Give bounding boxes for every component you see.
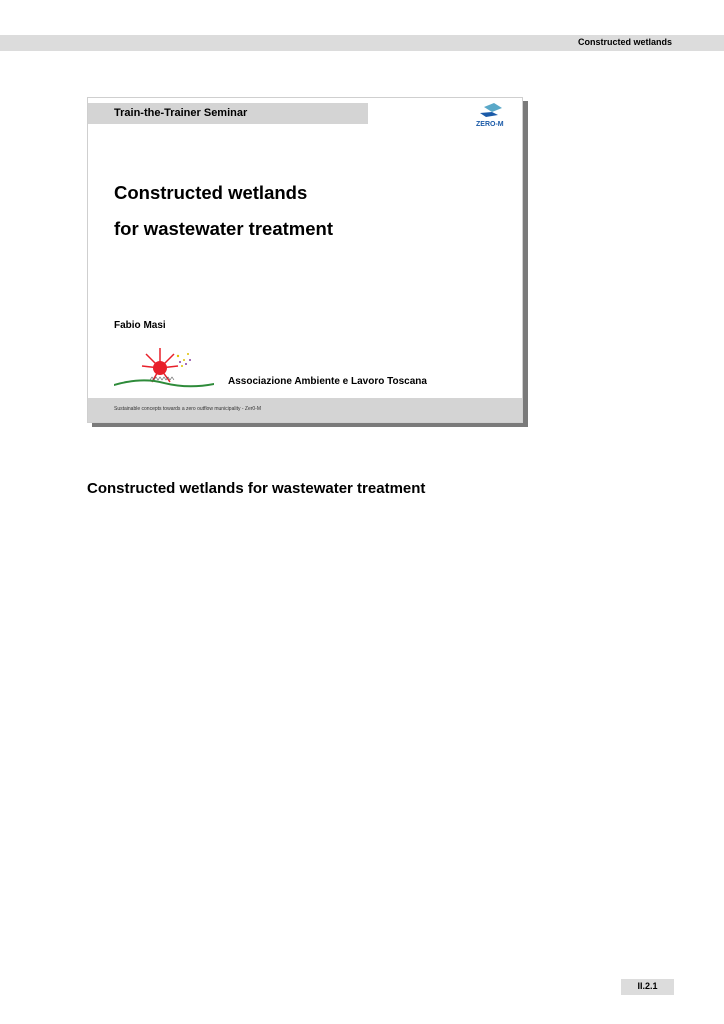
section-heading: Constructed wetlands for wastewater treatment: [87, 480, 426, 497]
slide-footer: [88, 398, 522, 422]
page-number: II.2.1: [637, 981, 658, 991]
page-header-title: Constructed wetlands: [577, 37, 672, 47]
slide-footer-text: Sustainable concepts towards a zero outflow municipality - Zer0-M: [114, 406, 262, 412]
association-name: Associazione Ambiente e Lavoro Toscana: [228, 376, 427, 387]
association-logo-icon: [112, 346, 216, 388]
page-number-box: [621, 979, 674, 995]
seminar-bar: [88, 103, 368, 124]
seminar-label: Train-the-Trainer Seminar: [114, 107, 248, 119]
slide-thumbnail: [87, 97, 523, 423]
zero-m-logo-text: ZERO-M: [476, 121, 504, 128]
slide-author: Fabio Masi: [114, 320, 166, 331]
zero-m-logo-icon: [472, 103, 512, 129]
slide-title-line1: Constructed wetlands: [114, 182, 308, 203]
slide-title-line2: for wastewater treatment: [114, 218, 333, 239]
page-header-bar: [0, 35, 724, 51]
